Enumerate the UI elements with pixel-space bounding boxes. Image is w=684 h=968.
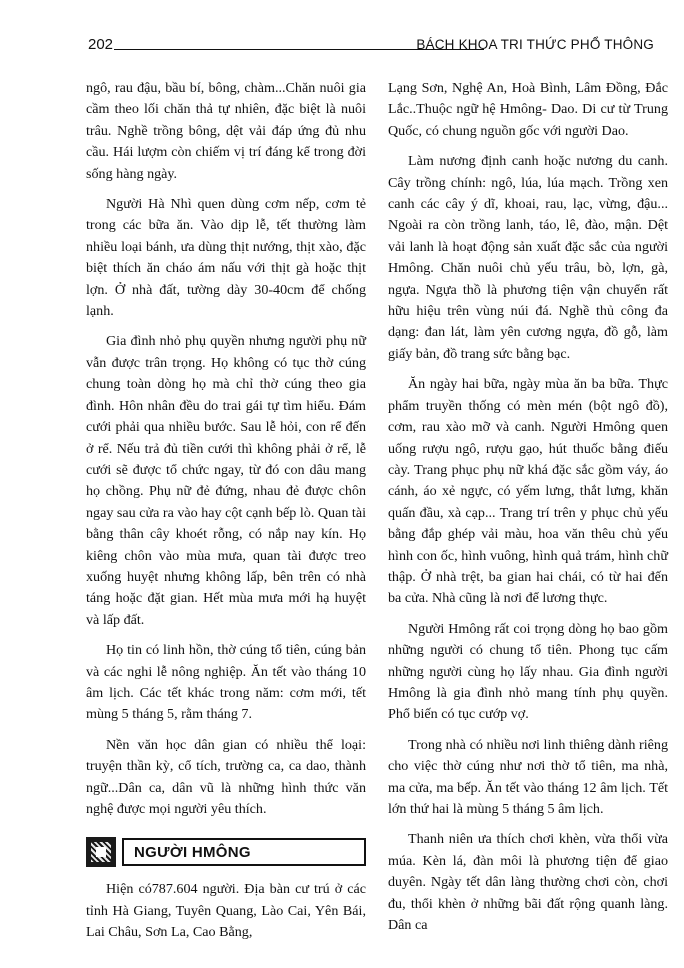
paragraph: Nền văn học dân gian có nhiều thể loại: truyện thần kỳ, cổ tích, trường ca, ca dao, thành ngữ...Dân ca, dân vũ là những hình thức văn nghệ được mọi người yêu thích. <box>86 736 366 817</box>
running-title: BÁCH KHOA TRI THỨC PHỔ THÔNG <box>416 37 654 52</box>
paragraph: Hiện có787.604 người. Địa bàn cư trú ở các tỉnh Hà Giang, Tuyên Quang, Lào Cai, Yên Bái, Lai Châu, Sơn La, Cao Bằng, <box>86 881 366 941</box>
paragraph: ngô, rau đậu, bầu bí, bông, chàm...Chăn nuôi gia cầm theo lối chăn thả tự nhiên, đặc biệt là nuôi trâu. Nghề trồng bông, dệt vải đáp ứng đủ nhu cầu. Hái lượm còn chiếm vị trí đáng kể trong đời sống hàng ngày. <box>86 80 366 182</box>
section-title: NGƯỜI HMÔNG <box>134 843 251 861</box>
paragraph: Thanh niên ưa thích chơi khèn, vừa thổi vừa múa. Kèn lá, đàn môi là phương tiện để giao duyên. Ngày tết dân làng thường chơi còn, chơi đu, thổi khèn ở những bãi đất rộng quanh làng. Dân ca <box>388 831 668 934</box>
right-column <box>388 78 668 945</box>
section-title-box <box>122 838 366 866</box>
page-number: 202 <box>88 36 114 53</box>
section-heading <box>86 835 366 869</box>
paragraph: Ăn ngày hai bữa, ngày mùa ăn ba bữa. Thực phẩm truyền thống có mèn mén (bột ngô đồ), cơm, rau xào mỡ và canh. Người Hmông quen uống rượu ngô, rượu gạo, hút thuốc bằng điếu cày. Trang phục phụ nữ khá đặc sắc gồm váy, áo cánh, áo xẻ ngực, có yếm lưng, thắt lưng, khăn quấn đầu, xà cạp... Trang trí trên y phục chủ yếu bằng đắp ghép vải màu, hoa văn thêu chủ yếu hình con ốc, hình vuông, hình quả trám, hình chữ thập. Ở nhà trệt, ba gian hai chái, có từ hai đến ba cửa. Nhà cũng là nơi để lương thực. <box>388 376 668 607</box>
paragraph: Trong nhà có nhiều nơi linh thiêng dành riêng cho việc thờ cúng như nơi thờ tổ tiên, ma nhà, ma cửa, ma bếp. Ăn tết vào tháng 12 âm lịch. Tết lớn thứ hai là mùng 5 tháng 5 âm lịch. <box>388 736 668 817</box>
paragraph: Lạng Sơn, Nghệ An, Hoà Bình, Lâm Đồng, Đắc Lắc..Thuộc ngữ hệ Hmông- Dao. Di cư từ Trung Quốc, có chung nguồn gốc với người Dao. <box>388 80 668 139</box>
paragraph: Người Hmông rất coi trọng dòng họ bao gồm những người có chung tổ tiên. Phong tục cấm những người cùng họ lấy nhau. Gia đình người Hmông là gia đình nhỏ mang tính phụ quyền. Phổ biến có tục cướp vợ. <box>388 620 668 723</box>
left-column <box>86 78 366 953</box>
page-header <box>88 36 654 58</box>
ethnic-pattern-icon <box>86 837 116 867</box>
paragraph: Người Hà Nhì quen dùng cơm nếp, cơm tẻ trong các bữa ăn. Vào dịp lễ, tết thường làm nhiều loại bánh, ưa dùng thịt nướng, thịt xào, đặc biệt thích ăn cháo ám nấu với thịt gà hoặc thịt lợn. Ở nhà đất, tường dày 30-40cm để chống lạnh. <box>86 196 366 320</box>
paragraph: Làm nương định canh hoặc nương du canh. Cây trồng chính: ngô, lúa, lúa mạch. Trồng xen canh các cây ý dĩ, khoai, rau, lạc, vừng, đậu... Ngoài ra còn trồng lanh, táo, lê, đào, mận. Dệt vải lanh là hoạt động sản xuất đặc sắc của người Hmông. Chăn nuôi chủ yếu trâu, bò, lợn, gà, ngựa. Ngựa thồ là phương tiện vận chuyển rất hữu hiệu trên vùng núi đá. Nghề thủ công đa dạng: đan lát, làm yên cương ngựa, đồ gỗ, làm giấy bản, đồ trang sức bằng bạc. <box>388 153 668 362</box>
paragraph: Họ tin có linh hồn, thờ cúng tổ tiên, cúng bản và các nghi lễ nông nghiệp. Ăn tết vào tháng 10 âm lịch. Các tết khác trong năm: cơm mới, tết mùng 5 tháng 5, rằm tháng 7. <box>86 642 366 723</box>
paragraph: Gia đình nhỏ phụ quyền nhưng người phụ nữ vẫn được trân trọng. Họ không có tục thờ cúng chung toàn dòng họ mà chỉ thờ cúng theo gia đình. Hôn nhân đều do trai gái tự tìm hiểu. Đám cưới phải qua nhiều bước. Sau lễ hỏi, con rể đến ở rể. Nếu trả đủ tiền cưới thì không phải ở rể, lễ cưới sẽ được tổ chức ngay, từ đó con dâu mang họ chồng. Phụ nữ đẻ đứng, nhau đẻ được chôn ngay sau cửa ra vào hay cột cạnh bếp lò. Quan tài bằng thân cây khoét rỗng, có nắp nay kín. Họ kiêng chôn vào mùa mưa, quan tài được treo xuống huyệt nhưng không lấp, bên trên có nhà táng hoặc đặt gian. Hết mùa mưa mới hạ huyệt và lấp đất. <box>86 333 367 628</box>
